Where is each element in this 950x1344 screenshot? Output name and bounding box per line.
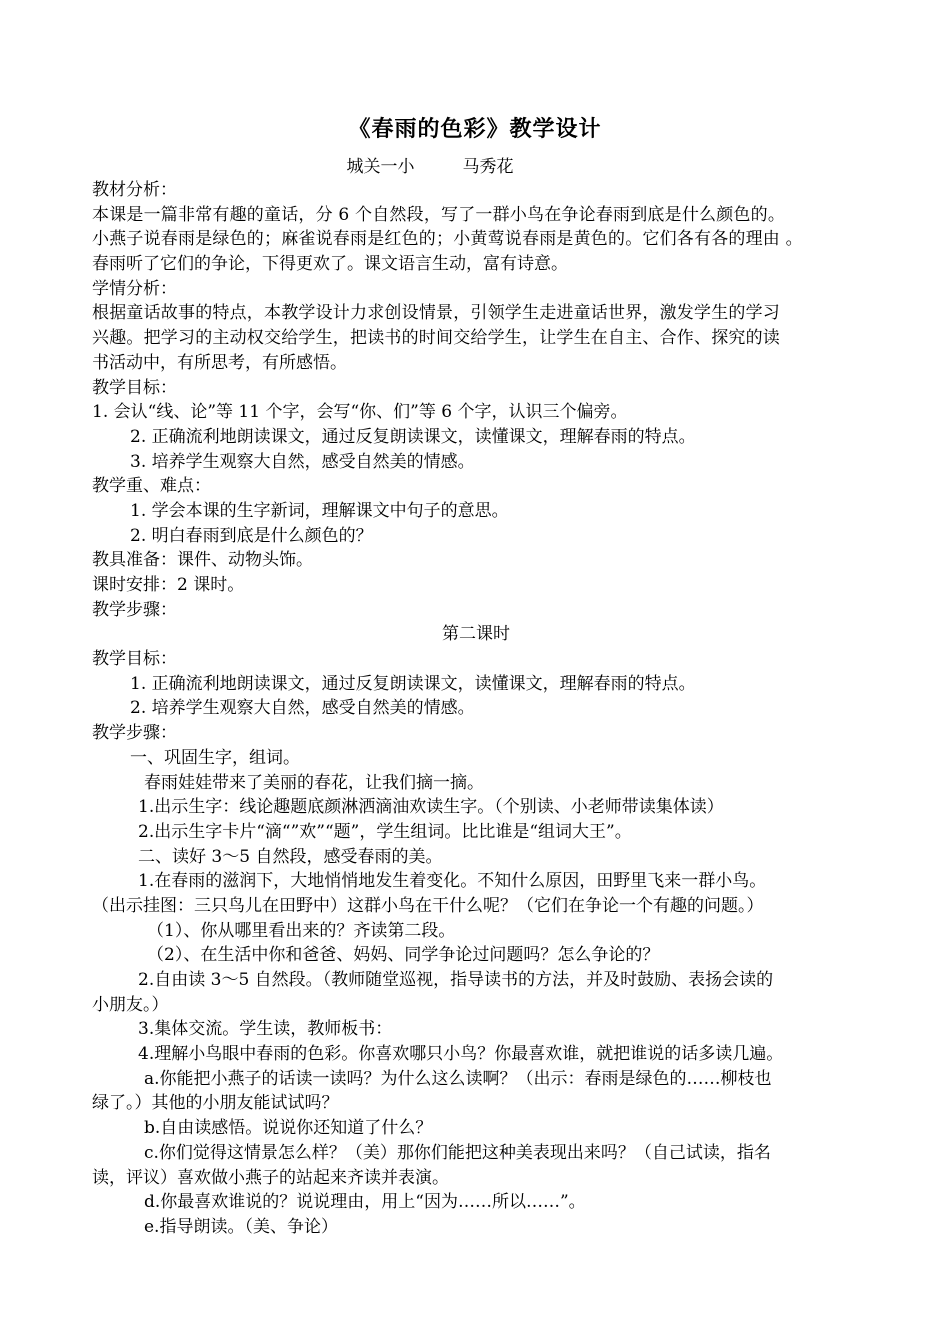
- section-heading: 学情分析：: [92, 278, 177, 299]
- paragraph-line: d.你最喜欢谁说的？说说理由，用上“因为……所以……”。: [144, 1192, 586, 1213]
- paragraph-line: 教具准备：课件、动物头饰。: [92, 550, 313, 571]
- paragraph-line: a.你能把小燕子的话读一读吗？为什么这么读啊？（出示：春雨是绿色的……柳枝也: [144, 1068, 772, 1089]
- list-item: 1. 学会本课的生字新词，理解课文中句子的意思。: [130, 500, 509, 521]
- paragraph-line: 兴趣。把学习的主动权交给学生，把读书的时间交给学生，让学生在自主、合作、探究的读: [92, 328, 780, 349]
- list-item: 2. 明白春雨到底是什么颜色的？: [130, 525, 373, 546]
- section-heading: 教学目标：: [92, 377, 177, 398]
- paragraph-line: 小朋友。）: [92, 994, 169, 1015]
- list-item: 2. 培养学生观察大自然，感受自然美的情感。: [130, 698, 475, 719]
- paragraph-line: 根据童话故事的特点，本教学设计力求创设情景，引领学生走进童话世界，激发学生的学习: [92, 303, 780, 324]
- list-item: 1. 会认“线、论”等 11 个字，会写“你、们”等 6 个字，认识三个偏旁。: [92, 402, 628, 423]
- paragraph-line: 1.出示生字：线论趣题底颜淋洒滴油欢读生字。（个别读、小老师带读集体读）: [138, 797, 724, 818]
- section-heading: 教学步骤：: [92, 723, 177, 744]
- paragraph-line: 春雨娃娃带来了美丽的春花，让我们摘一摘。: [144, 772, 484, 793]
- paragraph-line: 4.理解小鸟眼中春雨的色彩。你喜欢哪只小鸟？你最喜欢谁，就把谁说的话多读几遍。: [138, 1044, 784, 1065]
- paragraph-line: 本课是一篇非常有趣的童话，分 6 个自然段，写了一群小鸟在争论春雨到底是什么颜色的。: [92, 204, 786, 225]
- list-item: 1. 正确流利地朗读课文，通过反复朗读课文，读懂课文，理解春雨的特点。: [130, 673, 696, 694]
- paragraph-line: 读，评议）喜欢做小燕子的站起来齐读并表演。: [92, 1167, 449, 1188]
- author-name: 马秀花: [462, 157, 514, 177]
- section-heading: 教学重、难点：: [92, 476, 211, 497]
- paragraph-line: （2）、在生活中你和爸爸、妈妈、同学争论过问题吗？怎么争论的？: [147, 945, 660, 966]
- paragraph-line: 2.出示生字卡片“滴“”欢”“题”，学生组词。比比谁是“组词大王”。: [138, 821, 632, 842]
- step-heading: 一、巩固生字，组词。: [130, 747, 300, 768]
- paragraph-line: b.自由读感悟。说说你还知道了什么？: [144, 1118, 433, 1139]
- paragraph-line: 书活动中，有所思考，有所感悟。: [92, 352, 347, 373]
- list-item: 3. 培养学生观察大自然，感受自然美的情感。: [130, 451, 475, 472]
- paragraph-line: e.指导朗读。（美、争论）: [144, 1216, 338, 1237]
- paragraph-line: （1）、你从哪里看出来的？齐读第二段。: [147, 920, 456, 941]
- author-line: [0, 152, 860, 177]
- section-heading: 教材分析：: [92, 180, 177, 200]
- paragraph-line: c.你们觉得这情景怎么样？（美）那你们能把这种美表现出来吗？（自己试读，指名: [144, 1142, 771, 1163]
- step-heading: 二、读好 3～5 自然段，感受春雨的美。: [138, 846, 443, 867]
- list-item: 2. 正确流利地朗读课文，通过反复朗读课文，读懂课文，理解春雨的特点。: [130, 426, 696, 447]
- section-heading: 教学目标：: [92, 649, 177, 670]
- paragraph-line: 课时安排：2 课时。: [92, 575, 245, 595]
- paragraph-line: 春雨听了它们的争论，下得更欢了。课文语言生动，富有诗意。: [92, 254, 568, 275]
- paragraph-line: 2.自由读 3～5 自然段。（教师随堂巡视，指导读书的方法，并及时鼓励、表扬会读的: [138, 970, 774, 990]
- author-school: 城关一小: [346, 157, 415, 177]
- document-title: 《春雨的色彩》教学设计: [348, 117, 602, 142]
- paragraph-line: （出示挂图：三只鸟儿在田野中）这群小鸟在干什么呢？（它们在争论一个有趣的问题。）: [92, 895, 764, 916]
- paragraph-line: 3.集体交流。学生读，教师板书：: [138, 1019, 393, 1040]
- paragraph-line: 1.在春雨的滋润下，大地悄悄地发生着变化。不知什么原因，田野里飞来一群小鸟。: [138, 871, 767, 892]
- lesson-heading: 第二课时: [442, 624, 510, 645]
- paragraph-line: 绿了。）其他的小朋友能试试吗？: [92, 1093, 339, 1114]
- document-body: [92, 178, 860, 1240]
- section-heading: 教学步骤：: [92, 599, 177, 620]
- paragraph-line: 小燕子说春雨是绿色的；麻雀说春雨是红色的；小黄莺说春雨是黄色的。它们各有各的理由 。: [92, 229, 803, 250]
